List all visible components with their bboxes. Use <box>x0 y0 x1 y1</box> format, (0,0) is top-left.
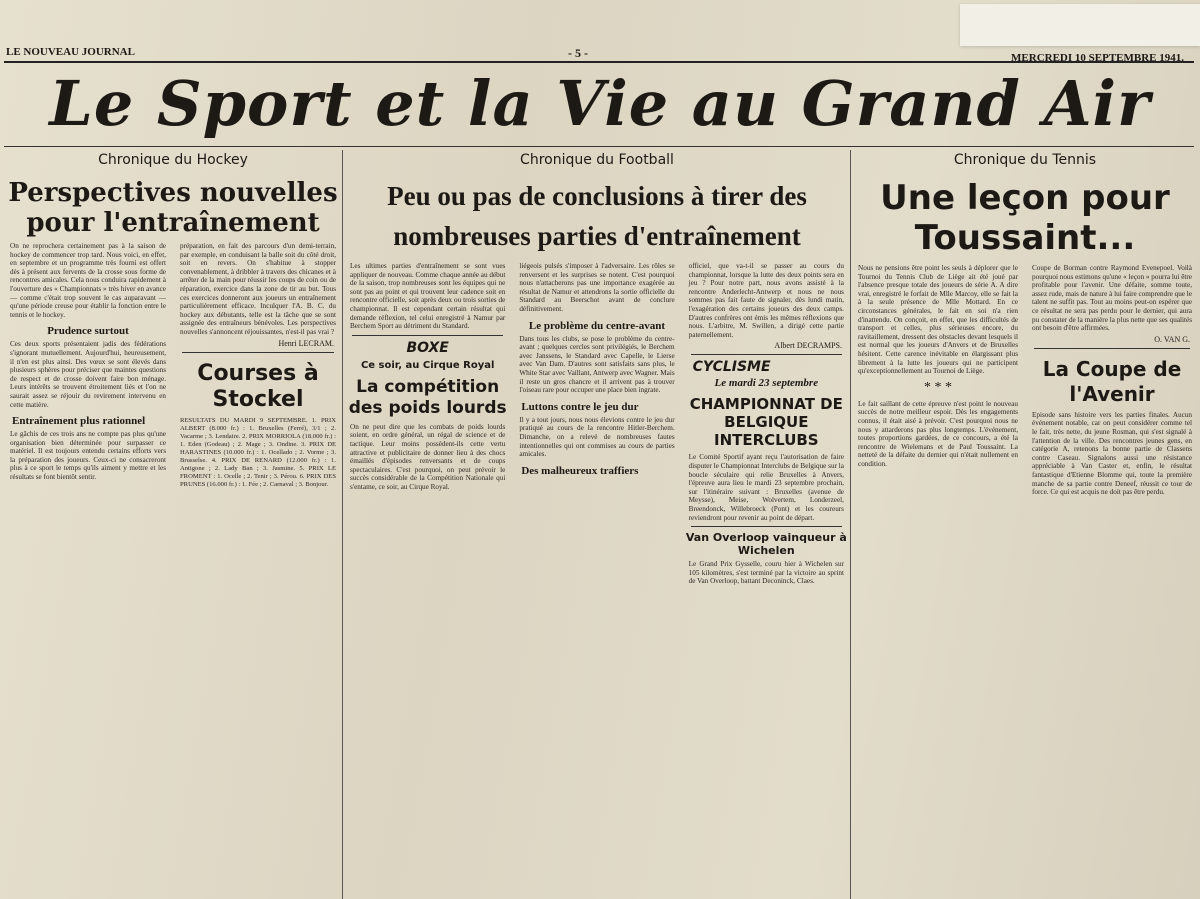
masthead-page-number: - 5 - <box>568 46 588 60</box>
football-subhead-2: Luttons contre le jeu dur <box>521 400 639 413</box>
hockey-body-1: On ne reprochera certainement pas à la saison de hockey de commencer trop tard. Nous voici, en effet, en septembre et un programme très fourni est offert dès à présent aux fervents de la crosse sous forme de rencontres amicales. Cela nous conduira rapidement à l'ouverture des « Championnats » très hiver en avance — comme c'était trop souvent le cas auparavant — qu'une période creuse pour établir la fonction entre le tennis et le hockey. <box>10 242 166 319</box>
separator-stars: * * * <box>924 379 952 395</box>
avenir-headline: La Coupe de l'Avenir <box>1042 356 1182 406</box>
football-author: Albert DECRAMPS. <box>774 341 842 351</box>
football-body-5: officiel, que va-t-il se passer au cours du championnat, lorsque la lutte des deux points sera en jeu ? Pour notre part, nous avons assisté à la rencontre Anderlecht-Antwerp et nous ne nous sommes pas fait faute de signaler, dès lundi matin, l'exagération des certains joueurs des deux camps. D'autres confrères ont émis les mêmes réflexions que nous. L'arbitre, M. Swillen, a dirigé cette partie paternellement. <box>688 262 844 339</box>
boxe-kicker: BOXE <box>406 339 449 356</box>
cyclisme-kicker: CYCLISME <box>692 359 771 376</box>
football-body-4: Il y a tout jours, nous nous élevions contre le jeu dur pratiqué au cours de la rencontre Hitler-Berchem. Dimanche, on a relevé de nombreuses fautes intentionnelles qui ont commises au cours de parties amicales. <box>519 415 675 459</box>
hockey-body-4: préparation, en fait des parcours d'un demi-terrain, par exemple, en conduisant la balle soit du côté droit, soit en revers. On s'habitue à stopper convenablement, à dribbler à travers des chicanes et à arrêter de la main pour réussir les coups de coin ou de réparation, exercice dans la zone de tir au but. Tous ces exercices donneront aux joueurs un entraînement particulièrement efficace. Inculquer l'A. B. C. du hockey aux débutants, telle est la tâche que se sont assignée des entraîneurs bénévoles. Les perspectives nouvelles s'annoncent réjouissantes, n'est-il pas vrai ? <box>180 242 336 336</box>
masthead-date: MERCREDI 10 SEPTEMBRE 1941. <box>1011 52 1184 64</box>
cyclisme-date: Le mardi 23 septembre <box>714 377 819 390</box>
hockey-subhead-2: Entraînement plus rationnel <box>12 415 146 428</box>
tennis-body-2: Le fait saillant de cette épreuve n'est point le nouveau succès de notre meilleur espoir. Dès les engagements connus, il était aisé à prévoir. C'est pourquoi nous ne nous y attarderons pas plus longtemps. L'événement, toutes proportions gardées, de ce concours, a été la rencontre de Wielemans et de Paul Toussaint. La netteté de la défaite du dernier qui n'était nullement en condition. <box>858 399 1018 468</box>
hockey-headline: Perspectives nouvelles pour l'entraînement <box>8 178 338 238</box>
hockey-subhead-1: Prudence surtout <box>47 325 129 338</box>
hockey-author: Henri LECRAM. <box>278 338 334 348</box>
football-section <box>346 150 848 899</box>
masthead-paper-name: LE NOUVEAU JOURNAL <box>6 46 135 58</box>
stockel-headline: Courses à Stockel <box>197 360 319 412</box>
column-rule <box>850 150 851 899</box>
avenir-body: Episode sans histoire vers les parties finales. Aucun événement notable, car on peut considérer comme tel le fait, très nette, du jeune Rosman, qui s'est signalé à l'attention de la ville. Des rencontres jeunes gens, en catégorie A, retenons la bonne partie de Classens contre Caseau. Signalons aussi une résistance appréciable à Van Caster et, enfin, le résultat fantastique d'Etienne Blomme qui, toute la première manche de sa partie contre Deneef, réussit ce tour de force. Ce qui est acquis ne doit pas être perdu. <box>1032 410 1192 497</box>
football-body-3: Dans tous les clubs, se pose le problème du centre-avant ; quelques cercles sont privilégiés, le Berchem avec Janssens, le Standard avec Capelle, le Lierse avec Van Dam. D'autres sont satisfaits sans plus, le White Star avec Vaillant, Antwerp avec Wagner. Mais il reste un gros chancre et il arrivent pas à trouver l'oiseau rare pour occuper une place bien ingrate. <box>519 334 675 395</box>
hockey-body-2: Ces deux sports présentaient jadis des fédérations s'ignorant mutuellement. Aujourd'hui, heureusement, il n'en est plus ainsi. Des vœux se sont élevés dans plusieurs sphères pour préciser que maintes questions de respect et de crosse doivent faire bon ménage. Leurs intérêts se trouvent étroitement liés et l'on ne saurait assez se réjouir du revirement intervenu en cette matière. <box>10 340 166 409</box>
stockel-results: RESULTATS DU MARDI 9 SEPTEMBRE. 1. PRIX ALBERT (8.000 fr.) : 1. Bruxelles (Ferré), 3/1 ; 2. Vacarme ; 3. Lendaire. 2. PRIX MORRIOLA (18.000 fr.) : 1. Eden (Godeau) ; 2. Mage ; 3. Ondine. 3. PRIX DE HARASTINES (10.000 fr.) : 1. Ocellado ; 2. Vorme ; 3. Brusselse. 4. PRIX DE RENARD (12.000 fr.) : 1. Antigone ; 2. Lady Ban ; 3. Jasmine. 5. PRIX LE FROMENT : 1. Ocelle ; 2. Tenir ; 3. Pérou. 6. PRIX DES PRUNES (16.000 fr.) : 1. Fée ; 2. Carnaval ; 3. Bonjour. <box>180 416 336 488</box>
hockey-kicker: Chronique du Hockey <box>98 152 248 168</box>
column-rule <box>342 150 343 899</box>
football-body-2: liégeois pulsés s'imposer à l'adversaire. Les rôles se renversent et les surprises se notent. C'est pourquoi nous n'attacherons pas une importance exagérée au résultat de Namur et attendrons la sortie officielle du Standard au Beerschot avant de conclure définitivement. <box>519 262 675 313</box>
cyclisme-headline: CHAMPIONNAT DE BELGIQUE INTERCLUBS <box>689 395 843 450</box>
tennis-kicker: Chronique du Tennis <box>953 152 1097 168</box>
football-kicker: Chronique du Football <box>520 152 674 168</box>
football-body-1: Les ultimes parties d'entraînement se sont vues appliquer de nouveau. Comme chaque année au début de la saison, trop nombreuses sont les équipes qui ne sont pas au point et qui trouvent leur cadence soit en rencontre officielle, soit après deux ou trois sorties de championnat. Il est cependant certain résultat qui demande réflexion, tel celui enregistré à Namur par Berchem Sport au détriment du Standard. <box>350 262 506 331</box>
football-headline: Peu ou pas de conclusions à tirer des nombreuses parties d'entraînement <box>387 181 807 251</box>
banner-rule <box>4 146 1194 147</box>
hockey-body-3: Le gâchis de ces trois ans ne compte pas plus qu'une organisation bien déterminée pour surpasser ce matériel. Il est toujours entendu certains efforts vers la préparation des joueurs. Ceux-ci ne consacreront plus à ce sport le temps qu'ils aiment y mettre et les résultats se font bientôt sentir. <box>10 430 166 482</box>
tennis-headline: Une leçon pour Toussaint... <box>880 178 1170 258</box>
paper-tape <box>960 4 1200 46</box>
tennis-author: O. VAN G. <box>1154 334 1190 344</box>
boxe-body: On ne peut dire que les combats de poids lourds soient, en ordre général, un régal de science et de tactique. Leur moins possèdent-ils cette vertu attractive et publicitaire de donner lieu à des chocs émaillés d'épisodes renversants et de coups spectaculaires. C'est pourquoi, on peut prévoir le succès considérable de la Compétition Nationale qui s'entame, ce soir, au Cirque Royal. <box>350 422 506 491</box>
football-subhead-1: Le problème du centre-avant <box>528 319 666 332</box>
overloop-headline: Van Overloop vainqueur à Wichelen <box>685 531 847 558</box>
boxe-headline: La compétition des poids lourds <box>348 376 507 418</box>
hockey-section <box>6 150 340 899</box>
masthead-rule <box>4 61 1194 63</box>
boxe-subhead: Ce soir, au Cirque Royal <box>360 359 495 371</box>
tennis-section <box>854 150 1196 899</box>
tennis-body-1: Nous ne pensions être point les seuls à déplorer que le Tournoi du Tennis Club de Liège ait été joué par l'absence presque totale des joueurs de série A. A dire vrai, enregistré le forfait de Mlle Marcoy, elle se fait la à la seule présence de Mlle Mottard. En ce circonstances générales, le fait en soi n'a rien d'inattendu. On conçoit, en effet, que les difficultés de transport et celles, plus sérieuses encore, du ravitaillement, dressent des obstacles devant lesquels il est normal que les joueurs d'Anvers et de Bruxelles hésitent. Cette carence inévitable en élargissant plus librement à la lutte les joueurs qui ne participent qu'exceptionnellement au Tournoi de Liège. <box>858 264 1018 376</box>
tennis-body-3: Coupe de Borman contre Raymond Evenepoel. Voilà pourquoi nous estimons qu'une « leçon » pourra lui être profitable pour l'avenir. Une défaite, somme toute, assez rude, mais de nature à lui faire comprendre que le talent ne suffit pas. Tout au moins peut-on espérer que ce résultat ne sera pas perdu pour le dernier, qui aura pu constater de la manière la plus nette que ses qualités ont besoin d'être affirmées. <box>1032 264 1192 333</box>
cyclisme-body: Le Comité Sportif ayant reçu l'autorisation de faire disputer le Championnat Interclubs de Belgique sur la boucle séculaire qui relie Bruxelles à Anvers, l'épreuve aura lieu le mardi 23 septembre prochain, sur l'itinéraire suivant : Bruxelles (avenue de Meysse), Meise, Wolvertem, Londerzeel, Breendonck, Willebroeck (Pont) et les coureurs reviendront pour revenir au point de départ. <box>688 453 844 522</box>
football-subhead-3: Des malheureux traffiers <box>521 464 639 477</box>
page-banner-title: Le Sport et la Vie au Grand Air <box>49 67 1151 140</box>
overloop-body: Le Grand Prix Gysselle, couru hier à Wichelen sur 105 kilomètres, s'est terminé par la victoire au sprint de Van Overloop, battant Deconinck, Claes. <box>688 560 844 586</box>
